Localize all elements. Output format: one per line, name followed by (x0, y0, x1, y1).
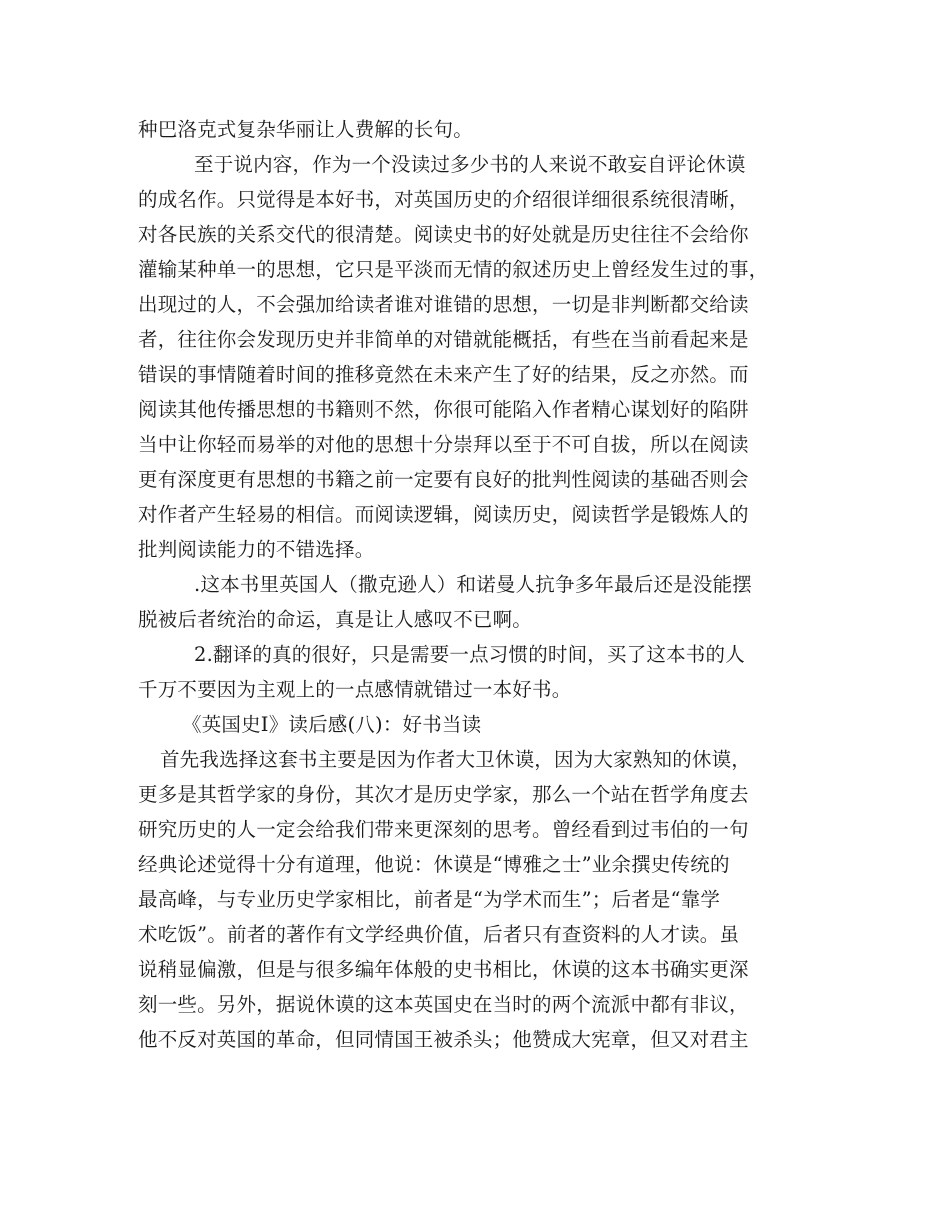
section-heading: 《英国史Ⅰ》读后感(八)：好书当读 (182, 713, 482, 736)
text-line: 最高峰，与专业历史学家相比，前者是“为学术而生”；后者是“靠学 (138, 888, 721, 911)
text-line: 他不反对英国的革命，但同情国王被杀头；他赞成大宪章，但又对君主 (138, 1028, 749, 1051)
text-line: 刻一些。另外，据说休谟的这本英国史在当时的两个流派中都有非议， (138, 993, 749, 1016)
text-line: 经典论述觉得十分有道理，他说：休谟是“博雅之士”业余撰史传统的 (138, 853, 730, 876)
text-line: 研究历史的人一定会给我们带来更深刻的思考。曾经看到过韦伯的一句 (138, 818, 749, 841)
text-line: 至于说内容，作为一个没读过多少书的人来说不敢妄自评论休谟 (194, 153, 746, 176)
text-line: 者，往往你会发现历史并非简单的对错就能概括，有些在当前看起来是 (138, 328, 749, 351)
text-line: 对各民族的关系交代的很清楚。阅读史书的好处就是历史往往不会给你 (138, 223, 749, 246)
text-line: 对作者产生轻易的相信。而阅读逻辑，阅读历史，阅读哲学是锻炼人的 (138, 503, 749, 526)
text-line: 说稍显偏激，但是与很多编年体般的史书相比，休谟的这本书确实更深 (138, 958, 749, 981)
text-line: 脱被后者统治的命运，真是让人感叹不已啊。 (138, 608, 533, 631)
text-line: 种巴洛克式复杂华丽让人费解的长句。 (138, 118, 473, 141)
text-line: 首先我选择这套书主要是因为作者大卫休谟，因为大家熟知的休谟， (160, 748, 752, 771)
text-line: 的成名作。只觉得是本好书，对英国历史的介绍很详细很系统很清晰， (138, 188, 749, 211)
text-line: 出现过的人，不会强加给读者谁对谁错的思想，一切是非判断都交给读 (138, 293, 749, 316)
text-line: 当中让你轻而易举的对他的思想十分崇拜以至于不可自拔，所以在阅读 (138, 433, 749, 456)
text-line: 2.翻译的真的很好，只是需要一点习惯的时间，买了这本书的人 (194, 643, 745, 666)
text-line: 术吃饭”。前者的著作有文学经典价值，后者只有查资料的人才读。虽 (138, 923, 740, 946)
text-line: 阅读其他传播思想的书籍则不然，你很可能陷入作者精心谋划好的陷阱 (138, 398, 749, 421)
text-line: 批判阅读能力的不错选择。 (138, 538, 375, 561)
text-line: 千万不要因为主观上的一点感情就错过一本好书。 (138, 678, 572, 701)
text-line: 灌输某种单一的思想，它只是平淡而无情的叙述历史上曾经发生过的事， (138, 258, 769, 281)
text-line: 错误的事情随着时间的推移竟然在未来产生了好的结果，反之亦然。而 (138, 363, 749, 386)
text-line: 更有深度更有思想的书籍之前一定要有良好的批判性阅读的基础否则会 (138, 468, 749, 491)
text-line: .这本书里英国人（撒克逊人）和诺曼人抗争多年最后还是没能摆 (194, 573, 752, 596)
text-line: 更多是其哲学家的身份，其次才是历史学家，那么一个站在哲学角度去 (138, 783, 749, 806)
